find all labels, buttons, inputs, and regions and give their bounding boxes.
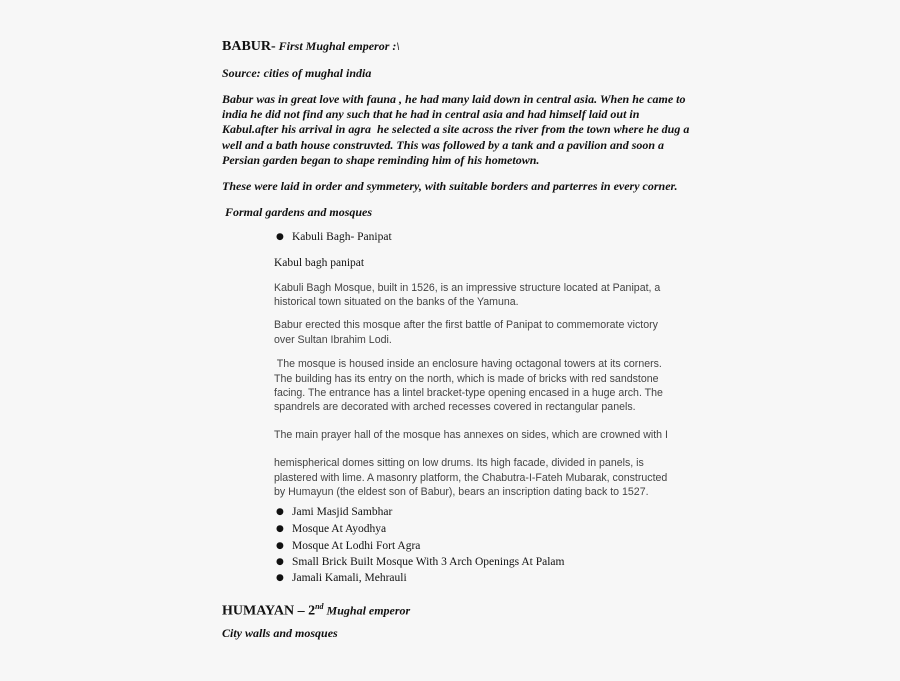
bullet-item: Mosque At Lodhi Fort Agra: [292, 540, 421, 552]
para2: These were laid in order and symmetery, with suitable borders and parterres in every corner.: [222, 179, 678, 193]
bullet-icon: ●: [276, 232, 284, 242]
para1-line: india he did not find any such that he had in central asia and had himself laid out in: [222, 107, 640, 121]
para1-line: Persian garden began to shape reminding him of his hometown.: [222, 153, 540, 167]
desc-line: The main prayer hall of the mosque has annexes on sides, which are crowned with I: [274, 429, 668, 441]
desc-line: facing. The entrance has a lintel bracket-type opening encased in a huge arch. The: [274, 387, 663, 399]
para1-line: Babur was in great love with fauna , he had many laid down in central asia. When he came to: [222, 92, 686, 106]
subtitle: Kabul bagh panipat: [274, 257, 365, 269]
desc-line: Babur erected this mosque after the first battle of Panipat to commemorate victory: [274, 319, 658, 331]
desc-line: historical town situated on the banks of the Yamuna.: [274, 296, 519, 308]
desc-line: over Sultan Ibrahim Lodi.: [274, 334, 392, 346]
heading-sup: nd: [315, 602, 324, 611]
heading-bold: BABUR-: [222, 39, 276, 54]
para1-line: Kabul.after his arrival in agra he selected a site across the river from the town where he dug a: [222, 122, 690, 136]
desc-line: by Humayun (the eldest son of Babur), bears an inscription dating back to 1527.: [274, 486, 649, 498]
heading-humayan: [222, 599, 410, 619]
desc-line: spandrels are decorated with arched recesses covered in rectangular panels.: [274, 401, 636, 413]
subheading: Formal gardens and mosques: [222, 205, 373, 219]
desc-line: Kabuli Bagh Mosque, built in 1526, is an impressive structure located at Panipat, a: [274, 282, 661, 294]
desc-line: The building has its entry on the north, which is made of bricks with red sandstone: [274, 373, 659, 385]
bullet-icon: ●: [276, 507, 284, 517]
bullet-item: Mosque At Ayodhya: [292, 523, 387, 535]
bullet-icon: ●: [276, 557, 284, 567]
desc-line: hemispherical domes sitting on low drums. Its high facade, divided in panels, is: [274, 457, 644, 469]
bullet-icon: ●: [276, 573, 284, 583]
heading-babur: [222, 39, 400, 54]
bullet-icon: ●: [276, 524, 284, 534]
bullet-item: Jamali Kamali, Mehrauli: [292, 572, 407, 584]
heading-italic: First Mughal emperor :\: [275, 39, 400, 53]
bullet-icon: ●: [276, 541, 284, 551]
desc-line: The mosque is housed inside an enclosure having octagonal towers at its corners.: [274, 358, 662, 370]
bullet-item: Kabuli Bagh- Panipat: [292, 231, 392, 243]
section-title: City walls and mosques: [222, 626, 338, 640]
heading-italic: Mughal emperor: [323, 603, 411, 618]
para1-line: well and a bath house construvted. This was followed by a tank and a pavilion and soon a: [222, 138, 665, 152]
bullet-item: Small Brick Built Mosque With 3 Arch Openings At Palam: [292, 556, 565, 568]
bullet-item: Jami Masjid Sambhar: [292, 506, 393, 518]
desc-line: plastered with lime. A masonry platform, the Chabutra-I-Fateh Mubarak, constructed: [274, 472, 668, 484]
heading-bold: HUMAYAN – 2: [222, 603, 316, 619]
source-line: Source: cities of mughal india: [222, 66, 372, 80]
